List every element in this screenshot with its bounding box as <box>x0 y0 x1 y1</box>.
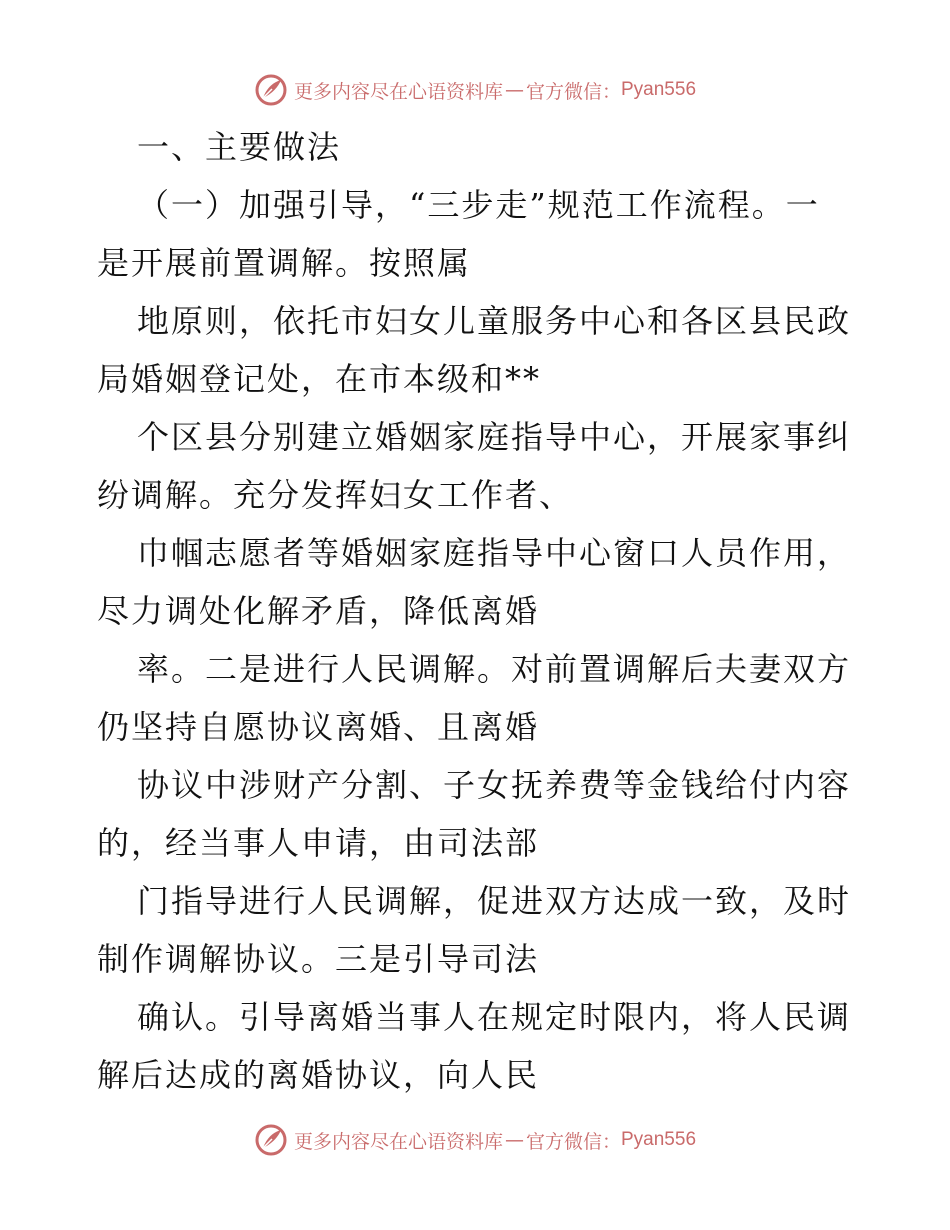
paragraph-line: 尽力调处化解矛盾，降低离婚 <box>97 592 540 630</box>
leaf-quill-icon <box>254 1123 288 1157</box>
paragraph-line: 纷调解。充分发挥妇女工作者、 <box>97 476 574 514</box>
paragraph-line: 的，经当事人申请，由司法部 <box>97 824 540 862</box>
paragraph-line: 解后达成的离婚协议，向人民 <box>97 1056 540 1094</box>
document-body <box>97 118 857 1104</box>
section-heading: 一、主要做法 <box>137 128 342 166</box>
watermark-dash: — <box>504 79 524 101</box>
header-watermark <box>0 70 950 110</box>
paragraph-line: 是开展前置调解。按照属 <box>97 244 472 282</box>
paragraph-line: （一）加强引导，“三步走”规范工作流程。一 <box>137 186 820 224</box>
watermark-main-text: 更多内容尽在心语资料库 <box>293 80 503 103</box>
watermark-wechat-id: Pyan556 <box>621 1129 697 1150</box>
paragraph-line: 协议中涉财产分割、子女抚养费等金钱给付内容 <box>137 766 852 804</box>
leaf-quill-icon <box>254 73 288 107</box>
watermark-dash: — <box>504 1129 524 1151</box>
paragraph-line: 地原则，依托市妇女儿童服务中心和各区县民政 <box>137 302 852 340</box>
paragraph-line: 制作调解协议。三是引导司法 <box>97 940 540 978</box>
paragraph-line: 确认。引导离婚当事人在规定时限内，将人民调 <box>137 998 852 1036</box>
paragraph-line: 门指导进行人民调解，促进双方达成一致，及时 <box>137 882 852 920</box>
watermark-label: 官方微信： <box>525 80 621 103</box>
watermark-label: 官方微信： <box>525 1130 621 1153</box>
paragraph-line: 巾帼志愿者等婚姻家庭指导中心窗口人员作用， <box>137 534 852 572</box>
footer-watermark <box>0 1120 950 1160</box>
paragraph-line: 局婚姻登记处，在市本级和** <box>97 360 542 398</box>
paragraph-line: 仍坚持自愿协议离婚、且离婚 <box>97 708 540 746</box>
paragraph-line: 率。二是进行人民调解。对前置调解后夫妻双方 <box>137 650 852 688</box>
watermark-wechat-id: Pyan556 <box>621 79 697 100</box>
paragraph-line: 个区县分别建立婚姻家庭指导中心，开展家事纠 <box>137 418 852 456</box>
watermark-main-text: 更多内容尽在心语资料库 <box>293 1130 503 1153</box>
